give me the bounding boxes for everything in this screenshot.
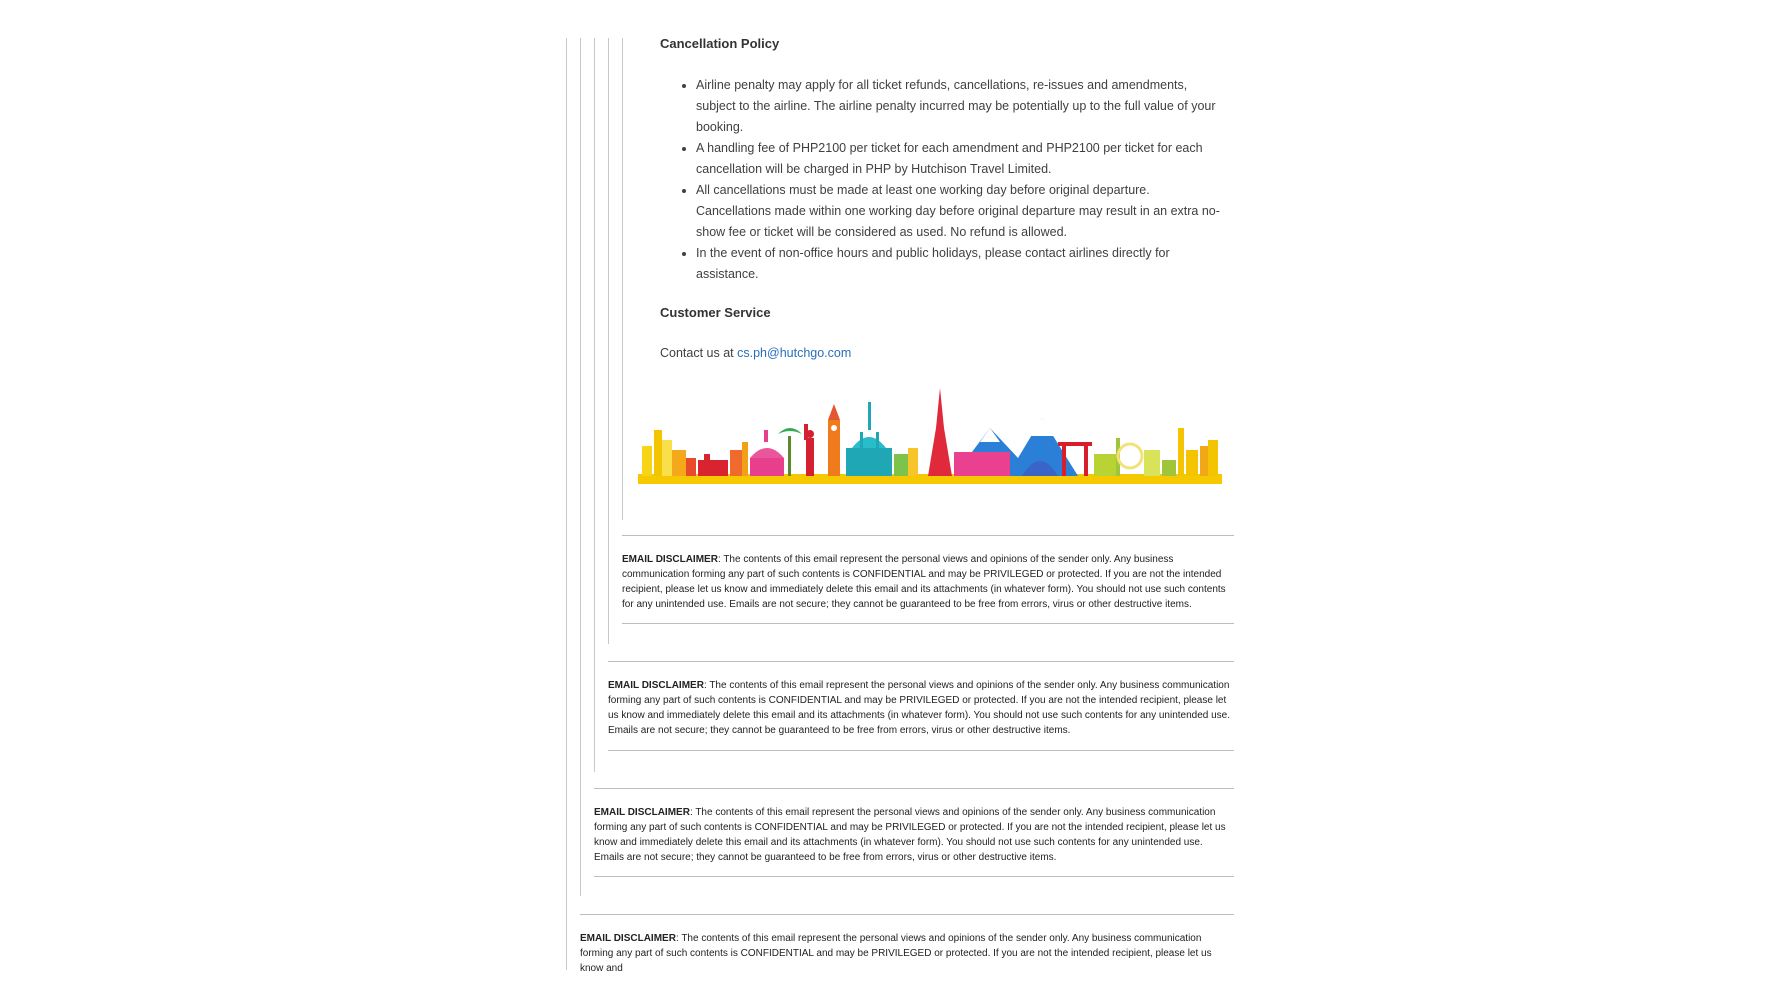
quote-line-2: [580, 38, 581, 896]
divider: [608, 661, 1234, 662]
divider: [608, 750, 1234, 751]
quote-line-5: [622, 38, 623, 520]
divider: [580, 914, 1234, 915]
quote-line-3: [594, 38, 595, 772]
divider: [594, 788, 1234, 789]
quote-line-1: [566, 38, 567, 970]
divider: [622, 535, 1234, 536]
contact-prefix: Contact us at: [660, 346, 738, 360]
email-disclaimer: [608, 678, 1234, 738]
quote-line-4: [608, 38, 609, 644]
divider: [594, 876, 1234, 877]
policy-item: • In the event of non-office hours and public holidays, please contact airlines directly for assistance.: [696, 243, 1226, 285]
disclaimer-label: EMAIL DISCLAIMER: [608, 680, 704, 691]
disclaimer-text: : The contents of this email represent the personal views and opinions of the sender only. Any business communication forming any part of such contents is CONFIDENTIAL and may be PRIVILEGED or protected. If you are not the intended recipient, please let us know and immediately delete this email and its attachments (in whatever form). You should not use such contents for any unintended use. Emails are not secure; they cannot be guaranteed to be free from errors, virus or other destructive items.: [622, 554, 1226, 610]
disclaimer-text: : The contents of this email represent the personal views and opinions of the sender only. Any business communication forming any part of such contents is CONFIDENTIAL and may be PRIVILEGED or protected. If you are not the intended recipient, please let us know and: [580, 933, 1212, 974]
cancellation-policy-title: Cancellation Policy: [660, 36, 780, 51]
email-disclaimer: [580, 931, 1230, 976]
customer-service-title: Customer Service: [660, 305, 771, 320]
policy-item: • Airline penalty may apply for all ticket refunds, cancellations, re-issues and amendments, subject to the airline. The airline penalty incurred may be potentially up to the full value of your booking.: [696, 75, 1226, 138]
policy-item: • All cancellations must be made at least one working day before original departure. Cancellations made within one working day before original departure may result in an extra no-show fee or ticket will be considered as used. No refund is allowed.: [696, 180, 1226, 243]
disclaimer-text: : The contents of this email represent the personal views and opinions of the sender only. Any business communication forming any part of such contents is CONFIDENTIAL and may be PRIVILEGED or protected. If you are not the intended recipient, please let us know and immediately delete this email and its attachments (in whatever form). You should not use such contents for any unintended use. Emails are not secure; they cannot be guaranteed to be free from errors, virus or other destructive items.: [594, 807, 1226, 863]
disclaimer-label: EMAIL DISCLAIMER: [580, 933, 676, 944]
email-disclaimer: [622, 552, 1234, 612]
email-disclaimer: [594, 805, 1230, 865]
disclaimer-text: : The contents of this email represent the personal views and opinions of the sender only. Any business communication forming any part of such contents is CONFIDENTIAL and may be PRIVILEGED or protected. If you are not the intended recipient, please let us know and immediately delete this email and its attachments (in whatever form). You should not use such contents for any unintended use. Emails are not secure; they cannot be guaranteed to be free from errors, virus or other destructive items.: [608, 680, 1231, 736]
support-email-link[interactable]: cs.ph@hutchgo.com: [737, 346, 852, 360]
divider: [622, 623, 1234, 624]
disclaimer-label: EMAIL DISCLAIMER: [622, 554, 718, 565]
world-landmarks-banner-icon: [638, 388, 1222, 484]
policy-item: • A handling fee of PHP2100 per ticket for each amendment and PHP2100 per ticket for each cancellation will be charged in PHP by Hutchison Travel Limited.: [696, 138, 1226, 180]
contact-line: [660, 346, 851, 360]
cancellation-policy-list: [676, 75, 1226, 285]
disclaimer-label: EMAIL DISCLAIMER: [594, 807, 690, 818]
